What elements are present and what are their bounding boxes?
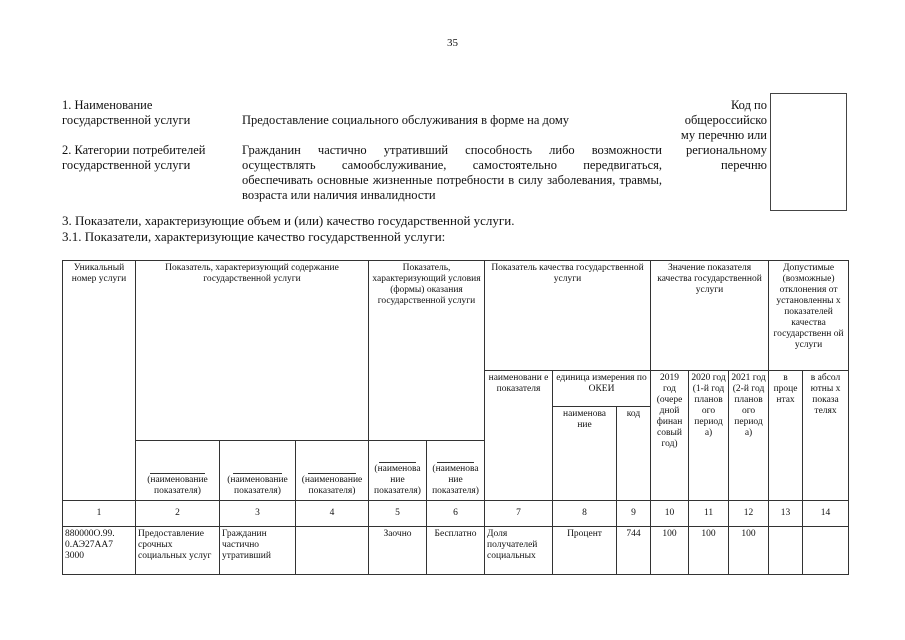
table-row bbox=[63, 527, 849, 575]
registry-code-box bbox=[770, 93, 847, 211]
subheader-content-2: (наименование показателя) bbox=[220, 441, 296, 501]
column-number: 1 bbox=[63, 501, 136, 527]
cell-unique-number: 880000О.99. 0.АЭ27АА7 3000 bbox=[63, 527, 136, 575]
header-in-absolute: в абсол ютны х показа телях bbox=[803, 371, 849, 501]
header-year-2019: 2019 год (очере дной финан совый год) bbox=[651, 371, 689, 501]
cell-unit-name: Процент bbox=[553, 527, 617, 575]
column-number: 8 bbox=[553, 501, 617, 527]
header-content-indicator: Показатель, характеризующий содержание государственной услуги bbox=[136, 261, 369, 441]
cell-value-2021: 100 bbox=[729, 527, 769, 575]
header-okei-unit: единица измерения по ОКЕИ bbox=[553, 371, 651, 407]
cell-value-2019: 100 bbox=[651, 527, 689, 575]
section-3-1-heading: 3.1. Показатели, характеризующие качество государственной услуги: bbox=[62, 229, 446, 244]
cell-condition-2: Бесплатно bbox=[427, 527, 485, 575]
header-indicator-value: Значение показателя качества государственной услуги bbox=[651, 261, 769, 371]
cell-deviation-absolute bbox=[803, 527, 849, 575]
service-name-label: 1. Наименование государственной услуги bbox=[62, 98, 191, 127]
subheader-content-1: (наименование показателя) bbox=[136, 441, 220, 501]
registry-code-label: Код по общероссийско му перечню или региональному перечню bbox=[680, 98, 767, 172]
cell-content-3 bbox=[296, 527, 369, 575]
cell-deviation-percent bbox=[769, 527, 803, 575]
subheader-content-3: (наименование показателя) bbox=[296, 441, 369, 501]
column-number: 2 bbox=[136, 501, 220, 527]
consumer-category-label: 2. Категории потребителей государственной услуги bbox=[62, 143, 206, 172]
column-number: 11 bbox=[689, 501, 729, 527]
cell-indicator-name: Доля получателей социальных bbox=[485, 527, 553, 575]
header-unit-code: код bbox=[617, 407, 651, 501]
table-header-row bbox=[63, 261, 849, 371]
consumer-category-value: Гражданин частично утративший способность либо возможности осуществлять самообслуживание, самостоятельно передвигаться, обеспечивать основные жизненные потребности в силу заболевания, травмы, возраста или наличия инвалидности bbox=[242, 143, 662, 202]
header-unit-name: наименова ние bbox=[553, 407, 617, 501]
column-number: 10 bbox=[651, 501, 689, 527]
cell-unit-code: 744 bbox=[617, 527, 651, 575]
header-allowed-deviation: Допустимые (возможные) отклонения от установленны х показателей качества государственн ой услуги bbox=[769, 261, 849, 371]
page-number: 35 bbox=[447, 37, 458, 49]
subheader-condition-1: (наименова ние показателя) bbox=[369, 441, 427, 501]
header-in-percent: в проце нтах bbox=[769, 371, 803, 501]
cell-content-1: Предоставление срочных социальных услуг bbox=[136, 527, 220, 575]
column-number: 9 bbox=[617, 501, 651, 527]
quality-indicators-table bbox=[62, 260, 849, 575]
subheader-condition-2: (наименова ние показателя) bbox=[427, 441, 485, 501]
table-column-numbers-row bbox=[63, 501, 849, 527]
service-name-value: Предоставление социального обслуживания в форме на дому bbox=[242, 113, 570, 127]
column-number: 14 bbox=[803, 501, 849, 527]
header-conditions-indicator: Показатель, характеризующий условия (формы) оказания государственной услуги bbox=[369, 261, 485, 441]
column-number: 12 bbox=[729, 501, 769, 527]
cell-content-2: Гражданин частично утративший bbox=[220, 527, 296, 575]
header-indicator-name: наименовани е показателя bbox=[485, 371, 553, 501]
cell-value-2020: 100 bbox=[689, 527, 729, 575]
section-3-heading: 3. Показатели, характеризующие объем и (или) качество государственной услуги. bbox=[62, 213, 515, 228]
column-number: 3 bbox=[220, 501, 296, 527]
header-quality-indicator: Показатель качества государственной услуги bbox=[485, 261, 651, 371]
column-number: 7 bbox=[485, 501, 553, 527]
cell-condition-1: Заочно bbox=[369, 527, 427, 575]
header-unique-number: Уникальный номер услуги bbox=[63, 261, 136, 501]
column-number: 6 bbox=[427, 501, 485, 527]
header-year-2020: 2020 год (1-й год планов ого период а) bbox=[689, 371, 729, 501]
column-number: 5 bbox=[369, 501, 427, 527]
header-year-2021: 2021 год (2-й год планов ого период а) bbox=[729, 371, 769, 501]
column-number: 13 bbox=[769, 501, 803, 527]
column-number: 4 bbox=[296, 501, 369, 527]
